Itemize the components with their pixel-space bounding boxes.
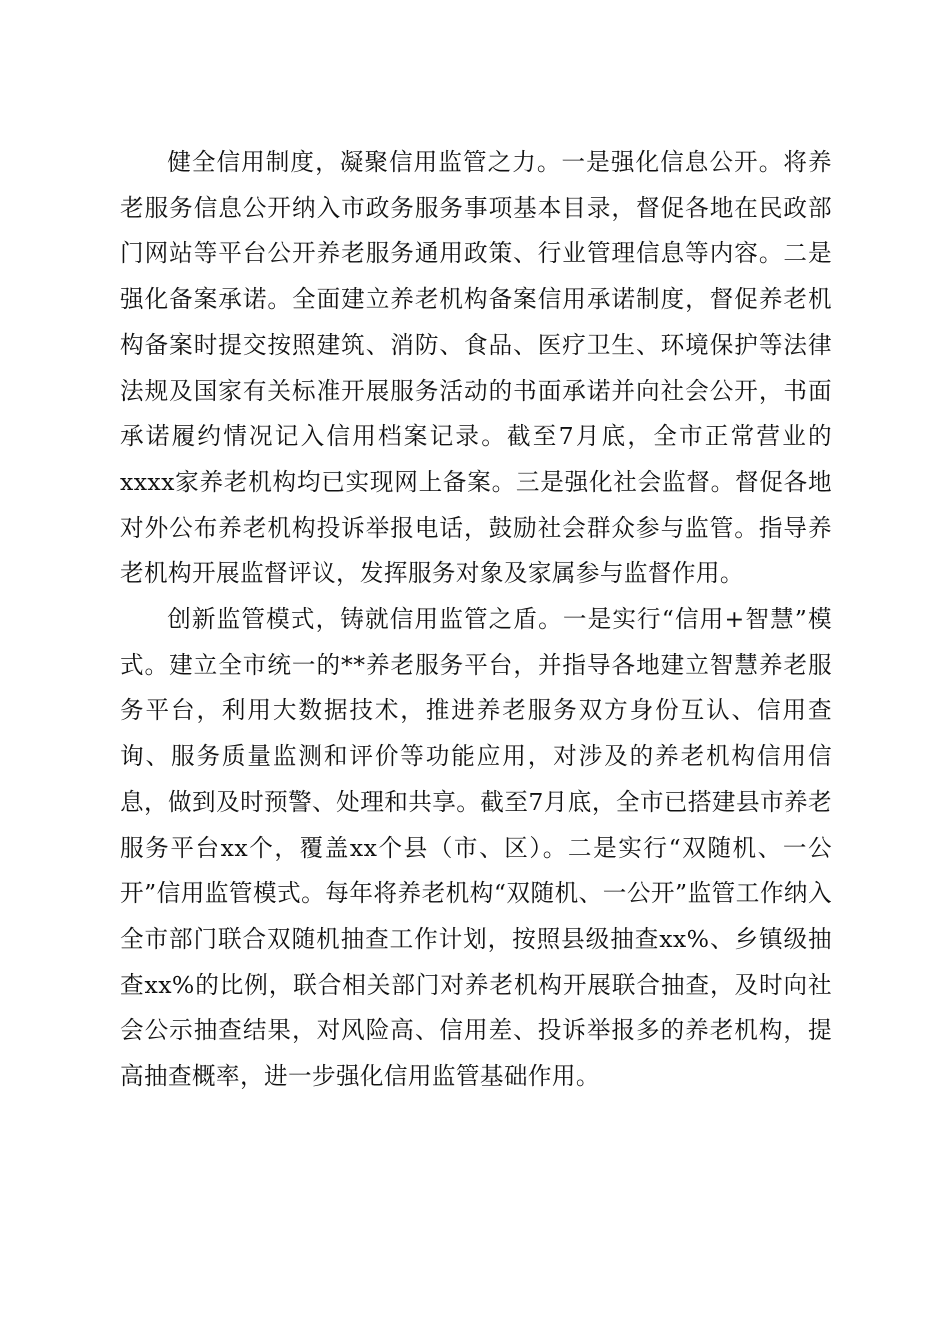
- paragraph-supervision-model: 创新监管模式，铸就信用监管之盾。一是实行“信用+智慧”模式。建立全市统一的**养老服务平台，并指导各地建立智慧养老服务平台，利用大数据技术，推进养老服务双方身份互认、信用查询、服务质量监测和评价等功能应用，对涉及的养老机构信用信息，做到及时预警、处理和共享。截至7月底，全市已搭建县市养老服务平台xx个，覆盖xx个县（市、区）。二是实行“双随机、一公开”信用监管模式。每年将养老机构“双随机、一公开”监管工作纳入全市部门联合双随机抽查工作计划，按照县级抽查xx%、乡镇级抽查xx%的比例，联合相关部门对养老机构开展联合抽查，及时向社会公示抽查结果，对风险高、信用差、投诉举报多的养老机构，提高抽查概率，进一步强化信用监管基础作用。: [120, 605, 832, 1091]
- paragraph-credit-system: 健全信用制度，凝聚信用监管之力。一是强化信息公开。将养老服务信息公开纳入市政务服务事项基本目录，督促各地在民政部门网站等平台公开养老服务通用政策、行业管理信息等内容。二是强化备案承诺。全面建立养老机构备案信用承诺制度，督促养老机构备案时提交按照建筑、消防、食品、医疗卫生、环境保护等法律法规及国家有关标准开展服务活动的书面承诺并向社会公开，书面承诺履约情况记入信用档案记录。截至7月底，全市正常营业的xxxx家养老机构均已实现网上备案。三是强化社会监督。督促各地对外公布养老机构投诉举报电话，鼓励社会群众参与监管。指导养老机构开展监督评议，发挥服务对象及家属参与监督作用。: [120, 148, 832, 588]
- document-body: [120, 140, 832, 1100]
